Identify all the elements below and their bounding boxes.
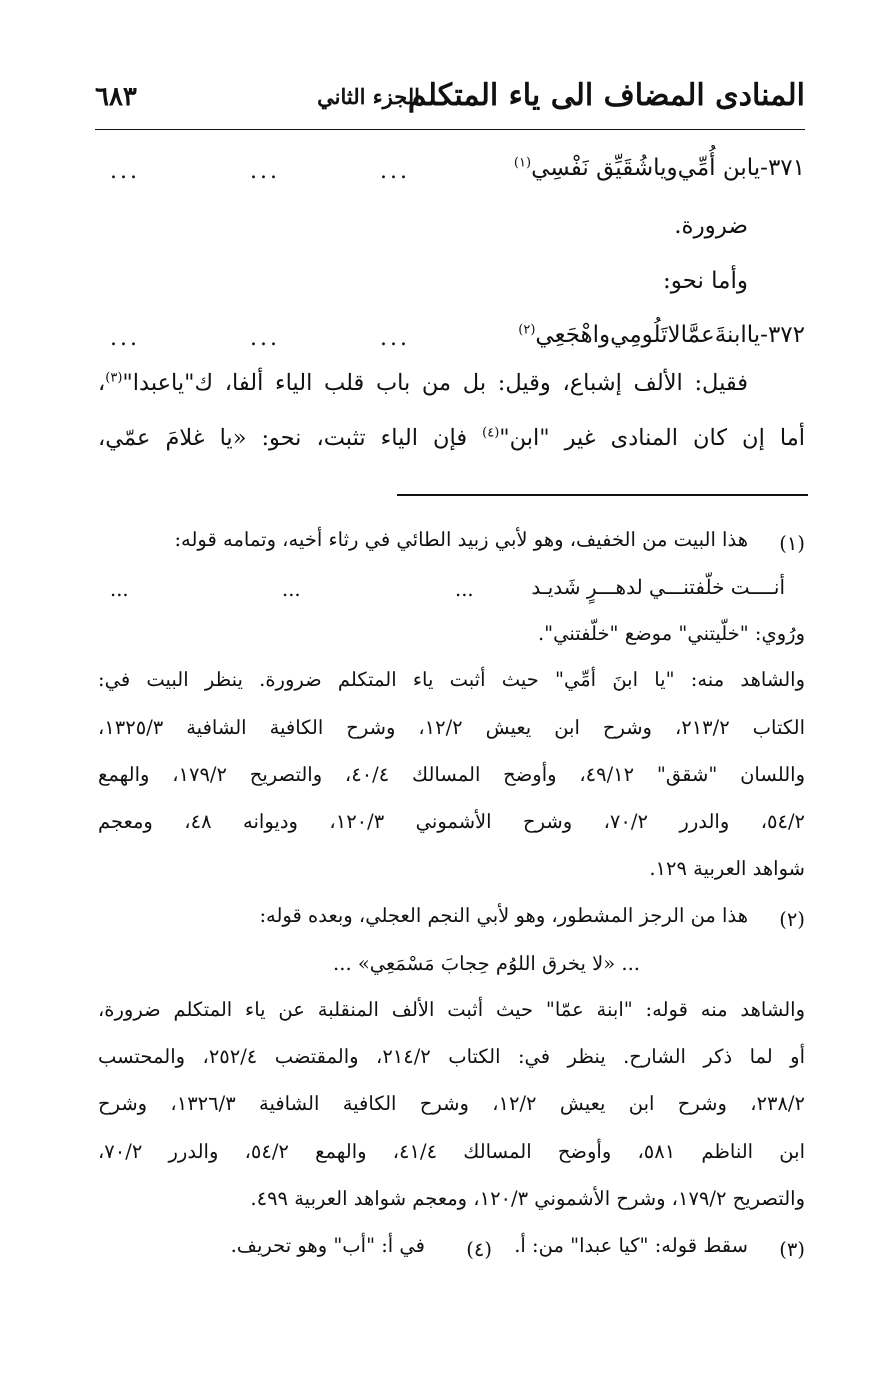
- footnote-1-verse: أنــــت خلّفتنـــي لدهـــرٍ شَديـد: [531, 575, 785, 599]
- footnote-1-line-4: ٥٤/٢، والدرر ٧٠/٢، وشرح الأشموني ١٢٠/٣، وديوانه ٤٨، ومعجم: [98, 810, 806, 833]
- verse-372-text: ٣٧٢-يا‌ابنةَ‌عمَّا‌لاتَلُومِي‌واهْجَعِي: [535, 322, 805, 348]
- footnote-separator: [397, 494, 808, 496]
- line-amma: وأما نحو:: [662, 268, 748, 294]
- verse-372-dots-1: ...: [380, 326, 410, 351]
- footnote-2-line-4: ابن الناظم ٥٨١، وأوضح المسالك ٤١/٤، والهمع ٥٤/٢، والدرر ٧٠/٢،: [98, 1140, 805, 1163]
- footnote-2-intro: هذا من الرجز المشطور، وهو لأبي النجم العجلي، وبعده قوله:: [259, 904, 748, 927]
- verse-371-text: ٣٧١-يابن أُمِّي‌ويا‌شُقَيِّق‌ نَفْسِي: [531, 155, 805, 181]
- body-line-2: أما إن كان المنادى غير "ابن"$^{(٤)}$ فإن الياء تثبت، نحو: «يا غلامَ عمّي،: [98, 425, 805, 451]
- footnote-3-text: سقط قوله: "كيا عبدا" من: أ.: [514, 1234, 748, 1257]
- verse-372: [100, 322, 805, 362]
- verse-371-dots-3: ...: [110, 159, 140, 184]
- header-rule: [95, 129, 805, 130]
- footnote-2-line-3: ٢٣٨/٢، وشرح ابن يعيش ١٢/٢، وشرح الكافية الشافية ١٣٢٦/٣، وشرح: [98, 1092, 805, 1115]
- footnote-1-line-3: واللسان "شقق" ٤٩/١٢، وأوضح المسالك ٤٠/٤، والتصريح ١٧٩/٢، والهمع: [98, 763, 805, 786]
- footnote-2-line-2: أو لما ذكر الشارح. ينظر في: الكتاب ٢١٤/٢، والمقتضب ٢٥٢/٤، والمحتسب: [98, 1045, 806, 1068]
- footnote-1-riwaya: ورُوي: "خلّيتني" موضع "خلّفتني".: [537, 622, 805, 645]
- verse-372-dots-2: ...: [250, 326, 280, 351]
- verse-371: [100, 155, 805, 195]
- footnote-ref-3: (٣): [105, 370, 123, 386]
- verse-372-dots-3: ...: [110, 326, 140, 351]
- footnote-2-last: والتصريح ١٧٩/٢، وشرح الأشموني ١٢٠/٣، ومعجم شواهد العربية ٤٩٩.: [250, 1187, 805, 1210]
- footnote-4-number: (٤): [466, 1238, 492, 1261]
- part-label: الجزء الثاني: [317, 84, 420, 109]
- footnote-1-line-1: والشاهد منه: "يا ابنَ أمِّي" حيث أثبت ياء المتكلم ضرورة. ينظر البيت في:: [98, 668, 805, 691]
- footnote-1-verse-dots-1: ...: [455, 578, 474, 601]
- footnote-1-intro: هذا البيت من الخفيف، وهو لأبي زبيد الطائي في رثاء أخيه، وتمامه قوله:: [174, 528, 748, 551]
- running-header: [95, 78, 805, 128]
- chapter-title: المنادى المضاف الى ياء المتكلم: [407, 78, 805, 113]
- footnote-2-line-1: والشاهد منه قوله: "ابنة عمّا" حيث أثبت الألف المنقلبة عن ياء المتكلم ضرورة،: [98, 998, 805, 1021]
- footnote-1-line-2: الكتاب ٢١٣/٢، وشرح ابن يعيش ١٢/٢، وشرح الكافية الشافية ١٣٢٥/٣،: [98, 716, 805, 739]
- footnote-ref-4: (٤): [482, 425, 500, 441]
- footnote-1-verse-dots-3: ...: [110, 578, 129, 601]
- verse-371-dots-2: ...: [250, 159, 280, 184]
- footnote-1-last: شواهد العربية ١٢٩.: [649, 857, 805, 880]
- body-line-1: فقيل: الألف إشباع، وقيل: بل من باب قلب الياء ألفا، ك"ياعبدا"$^{(٣)}$،: [98, 370, 748, 396]
- footnote-ref-1: (١): [513, 155, 532, 171]
- verse-371-dots-1: ...: [380, 159, 410, 184]
- line-darura: ضرورة.: [674, 213, 748, 239]
- footnote-3-number: (٣): [779, 1238, 805, 1261]
- footnote-1-number: (١): [779, 532, 805, 555]
- footnote-ref-2: (٢): [518, 322, 536, 338]
- footnote-1-verse-dots-2: ...: [282, 578, 301, 601]
- footnote-2-number: (٢): [779, 908, 805, 931]
- footnote-4-text: في أ: "أب" وهو تحريف.: [230, 1234, 425, 1257]
- footnote-2-verse: ... «لا يخرق اللوُم حِجابَ مَسْمَعِي» ...: [333, 952, 640, 975]
- page-number: ٦٨٣: [95, 82, 137, 112]
